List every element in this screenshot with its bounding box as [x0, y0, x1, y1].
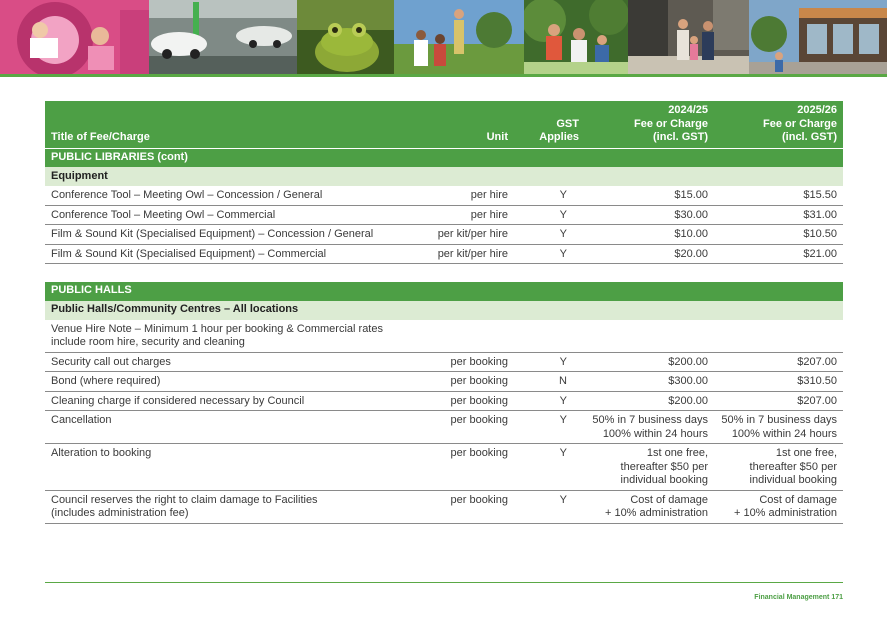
- photo-frog: [297, 0, 394, 74]
- row-unit: per kit/per hire: [430, 225, 514, 245]
- table-row: [45, 444, 843, 491]
- header-fee-2025: 2025/26 Fee or Charge (incl. GST): [714, 101, 843, 148]
- subsection-title: Public Halls/Community Centres – All locations: [45, 301, 843, 320]
- row-title: Cleaning charge if considered necessary by Council: [45, 391, 430, 411]
- table-header-row: [45, 101, 843, 148]
- table-row: [45, 225, 843, 245]
- row-gst: Y: [514, 444, 585, 491]
- fee-table: [45, 101, 843, 524]
- row-gst: Y: [514, 490, 585, 523]
- row-title: Cancellation: [45, 411, 430, 444]
- row-fee-2024: $200.00: [585, 391, 714, 411]
- row-fee-2025: $21.00: [714, 244, 843, 264]
- row-title: Council reserves the right to claim damage to Facilities (includes administration fee): [45, 490, 430, 523]
- row-fee-2025: $207.00: [714, 352, 843, 372]
- photo-street-walkers: [628, 0, 749, 74]
- photo-garden-group: [524, 0, 628, 74]
- table-row: [45, 244, 843, 264]
- photo-people-park: [394, 0, 524, 74]
- row-fee-2024: 1st one free, thereafter $50 per individual booking: [585, 444, 714, 491]
- row-title: Alteration to booking: [45, 444, 430, 491]
- row-fee-2025: $310.50: [714, 372, 843, 392]
- section-row-halls: [45, 282, 843, 301]
- row-gst: Y: [514, 186, 585, 205]
- row-gst: Y: [514, 244, 585, 264]
- row-gst: N: [514, 372, 585, 392]
- row-title: Security call out charges: [45, 352, 430, 372]
- row-unit: per booking: [430, 444, 514, 491]
- row-unit: per booking: [430, 352, 514, 372]
- table-row: [45, 186, 843, 205]
- row-title: Conference Tool – Meeting Owl – Commercial: [45, 205, 430, 225]
- row-unit: per kit/per hire: [430, 244, 514, 264]
- row-gst: Y: [514, 225, 585, 245]
- header-banner: [0, 0, 887, 74]
- row-unit: per booking: [430, 391, 514, 411]
- row-fee-2024: $30.00: [585, 205, 714, 225]
- section-title: PUBLIC HALLS: [45, 282, 843, 301]
- row-title: Bond (where required): [45, 372, 430, 392]
- photo-electric-cars: [149, 0, 297, 74]
- row-fee-2024: 50% in 7 business days 100% within 24 hours: [585, 411, 714, 444]
- photo-cafe-building: [749, 0, 887, 74]
- row-fee-2024: $15.00: [585, 186, 714, 205]
- row-fee-2025: $10.50: [714, 225, 843, 245]
- row-fee-2024: $10.00: [585, 225, 714, 245]
- row-fee-2025: 1st one free, thereafter $50 per individual booking: [714, 444, 843, 491]
- table-row: [45, 372, 843, 392]
- row-fee-2024: $20.00: [585, 244, 714, 264]
- row-fee-2024: $300.00: [585, 372, 714, 392]
- table-row: [45, 411, 843, 444]
- row-gst: Y: [514, 391, 585, 411]
- table-row: [45, 205, 843, 225]
- row-fee-2025: $15.50: [714, 186, 843, 205]
- venue-hire-note: Venue Hire Note – Minimum 1 hour per booking & Commercial rates include room hire, security and cleaning: [45, 320, 430, 353]
- section-row-libraries: [45, 148, 843, 167]
- note-row: [45, 320, 843, 353]
- header-fee-2024: 2024/25 Fee or Charge (incl. GST): [585, 101, 714, 148]
- footer-rule: [45, 582, 843, 583]
- table-row: [45, 490, 843, 523]
- row-gst: Y: [514, 411, 585, 444]
- row-unit: per hire: [430, 205, 514, 225]
- subsection-title: Equipment: [45, 167, 843, 186]
- row-unit: per booking: [430, 411, 514, 444]
- page-footer: Financial Management 171: [754, 594, 843, 601]
- row-gst: Y: [514, 352, 585, 372]
- row-unit: per booking: [430, 372, 514, 392]
- header-gst: GST Applies: [514, 101, 585, 148]
- row-fee-2025: 50% in 7 business days 100% within 24 hours: [714, 411, 843, 444]
- photo-children-reading: [0, 0, 149, 74]
- subsection-row-equipment: [45, 167, 843, 186]
- row-fee-2025: Cost of damage + 10% administration: [714, 490, 843, 523]
- row-unit: per hire: [430, 186, 514, 205]
- row-fee-2024: $200.00: [585, 352, 714, 372]
- banner-rule: [0, 74, 887, 77]
- header-title: Title of Fee/Charge: [45, 101, 430, 148]
- section-spacer: [45, 264, 843, 282]
- table-row: [45, 391, 843, 411]
- header-unit: Unit: [430, 101, 514, 148]
- row-gst: Y: [514, 205, 585, 225]
- row-title: Film & Sound Kit (Specialised Equipment) – Concession / General: [45, 225, 430, 245]
- subsection-row-community-centres: [45, 301, 843, 320]
- row-fee-2025: $207.00: [714, 391, 843, 411]
- row-fee-2024: Cost of damage + 10% administration: [585, 490, 714, 523]
- table-row: [45, 352, 843, 372]
- row-unit: per booking: [430, 490, 514, 523]
- row-fee-2025: $31.00: [714, 205, 843, 225]
- section-title: PUBLIC LIBRARIES (cont): [45, 148, 843, 167]
- row-title: Film & Sound Kit (Specialised Equipment) – Commercial: [45, 244, 430, 264]
- row-title: Conference Tool – Meeting Owl – Concession / General: [45, 186, 430, 205]
